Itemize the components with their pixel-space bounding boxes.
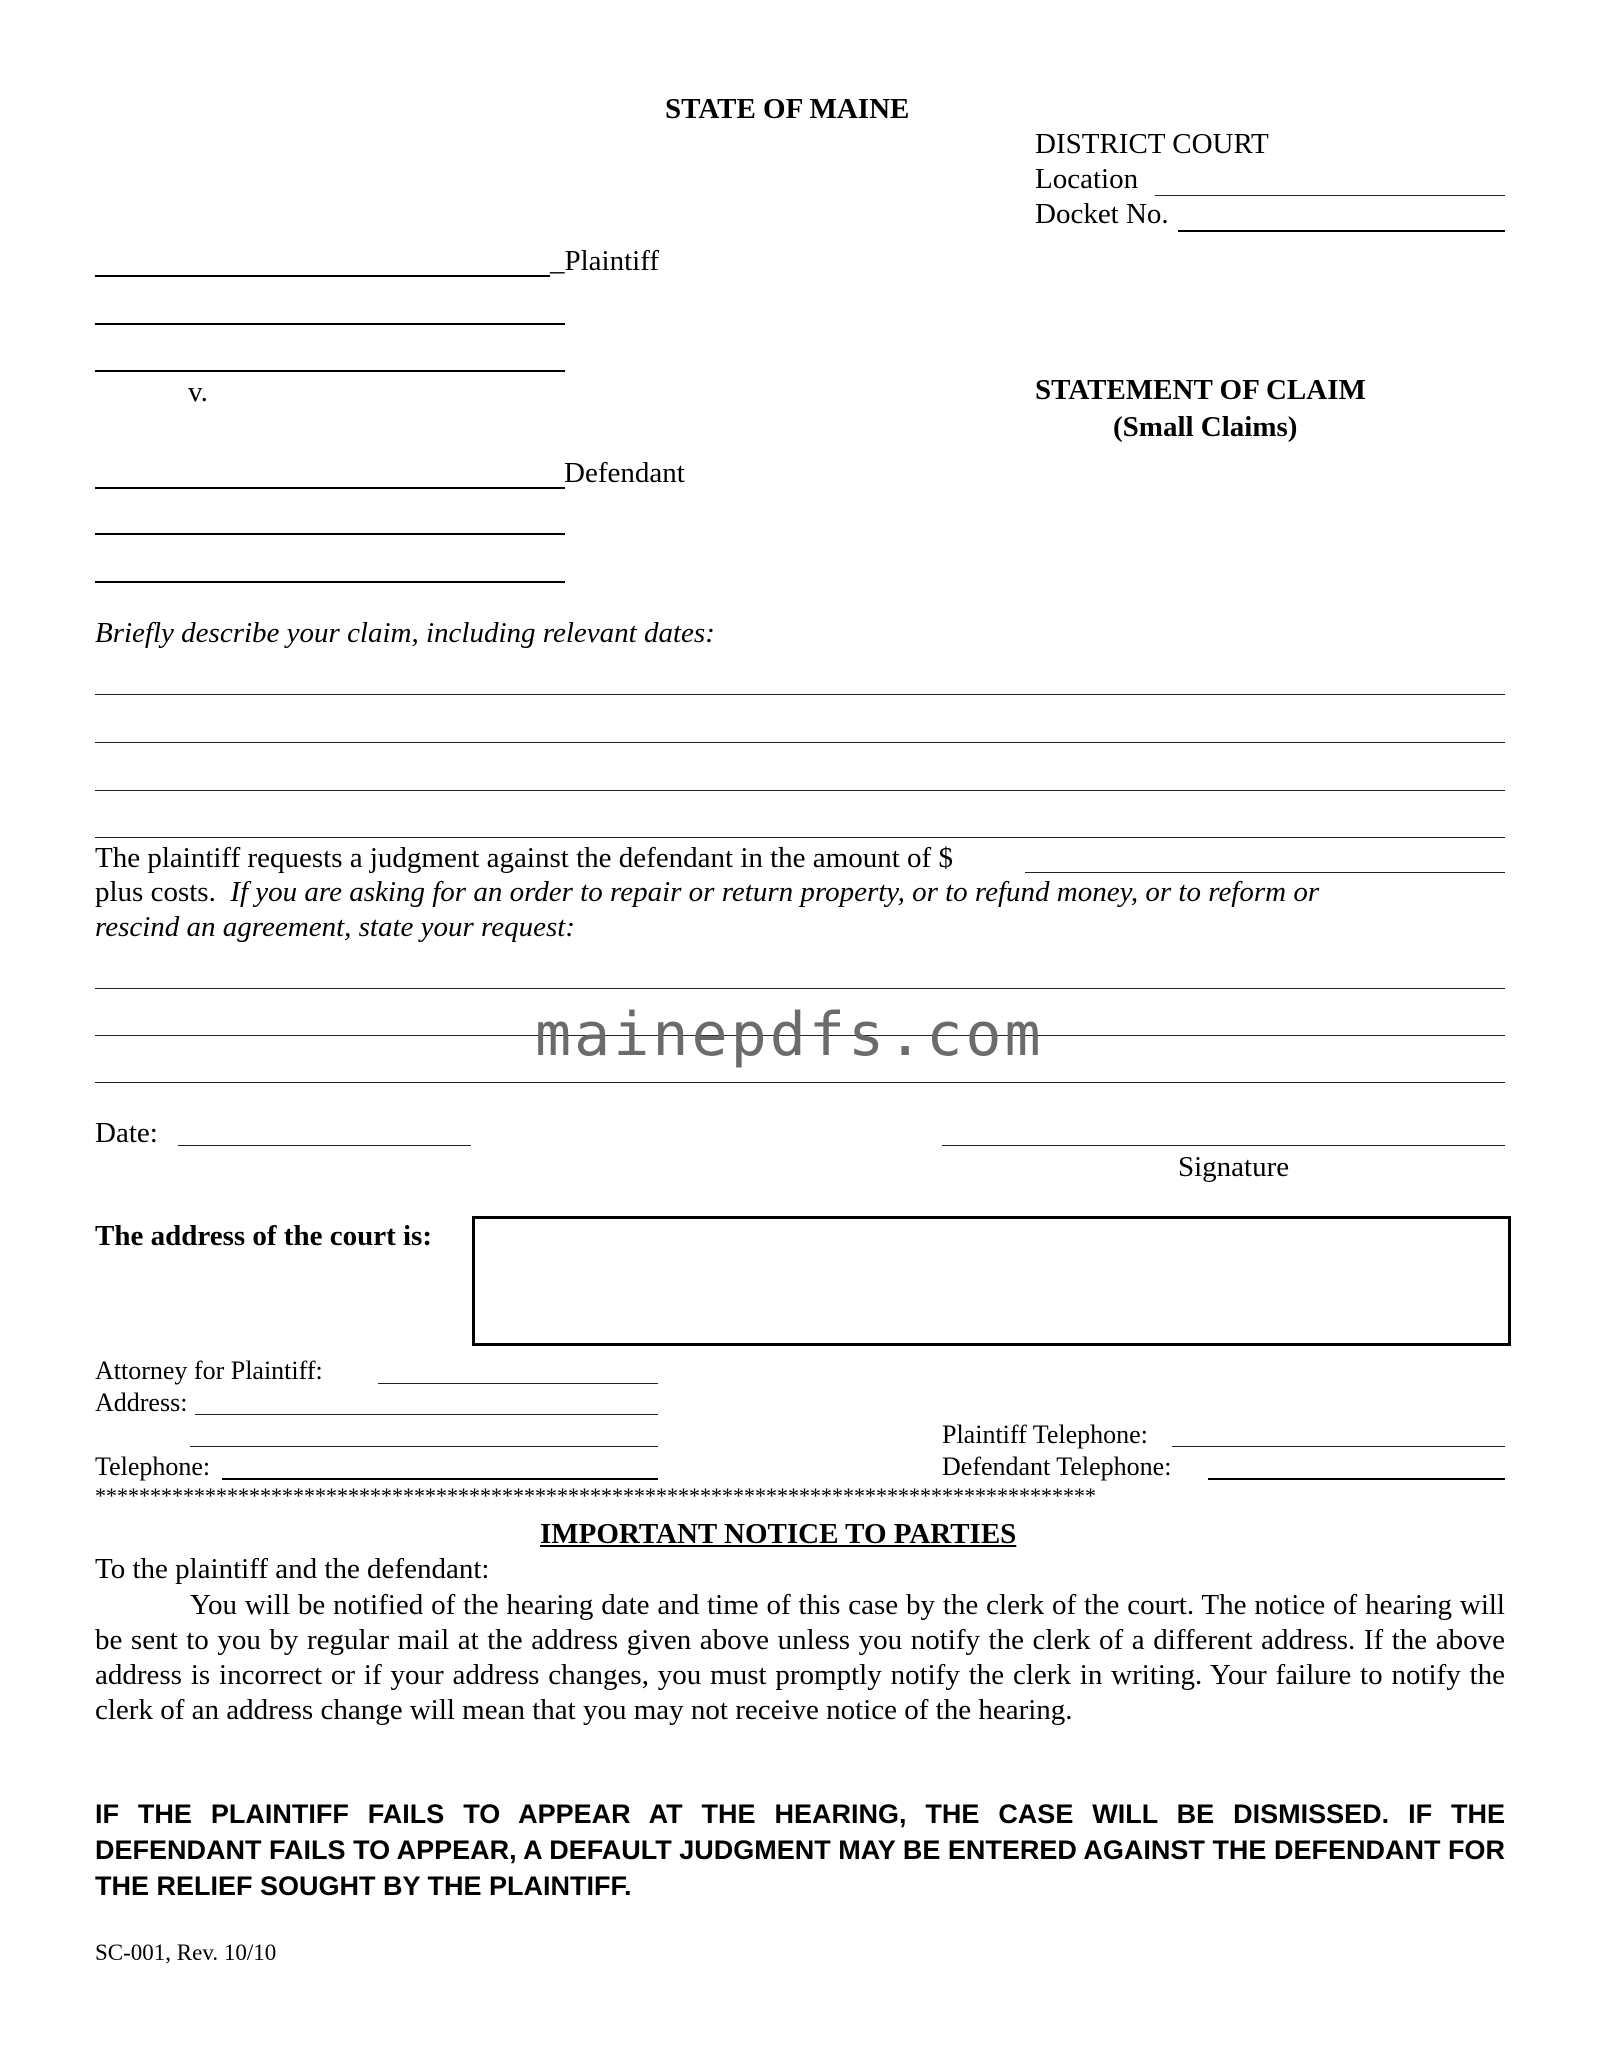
date-field[interactable] bbox=[178, 1145, 471, 1146]
judgment-amount-field[interactable] bbox=[1025, 872, 1505, 873]
plus-costs-text: plus costs. bbox=[95, 876, 216, 908]
docket-label: Docket No. bbox=[1035, 198, 1169, 230]
address-field-1[interactable] bbox=[195, 1414, 658, 1415]
defendant-telephone-label: Defendant Telephone: bbox=[942, 1452, 1172, 1481]
form-id: SC-001, Rev. 10/10 bbox=[95, 1940, 277, 1965]
notice-heading: IMPORTANT NOTICE TO PARTIES bbox=[540, 1518, 1017, 1550]
claim-description-line-4[interactable] bbox=[95, 837, 1505, 838]
form-subtitle: (Small Claims) bbox=[1113, 411, 1298, 443]
date-label: Date: bbox=[95, 1117, 158, 1149]
notice-salutation: To the plaintiff and the defendant: bbox=[95, 1553, 490, 1585]
notice-body: You will be notified of the hearing date and time of this case by the clerk of the court. The notice of hearing will be sent to you by regular mail at the address given above unless you notify the clerk of a different address. If the above address is incorrect or if your address changes, you must promptly notify the clerk in writing. Your failure to notify the clerk of an address change will mean that you may not receive notice of the hearing. bbox=[95, 1589, 1505, 1726]
state-heading: STATE OF MAINE bbox=[665, 93, 910, 125]
telephone-label: Telephone: bbox=[95, 1452, 211, 1481]
order-request-prompt-1: If you are asking for an order to repair or return property, or to refund money, or to reform or bbox=[230, 876, 1320, 908]
plaintiff-address-line-1[interactable] bbox=[95, 323, 565, 325]
claim-description-line-1[interactable] bbox=[95, 694, 1505, 695]
defendant-label: Defendant bbox=[564, 457, 685, 489]
versus-label: v. bbox=[188, 376, 208, 408]
watermark-text: mainepdfs.com bbox=[535, 1000, 1044, 1070]
plaintiff-telephone-label: Plaintiff Telephone: bbox=[942, 1420, 1148, 1449]
docket-field[interactable] bbox=[1178, 230, 1505, 232]
separator-stars: ******************************************************************************************* bbox=[95, 1483, 1096, 1508]
court-address-label: The address of the court is: bbox=[95, 1220, 432, 1252]
attorney-label: Attorney for Plaintiff: bbox=[95, 1356, 323, 1385]
notice-warning: IF THE PLAINTIFF FAILS TO APPEAR AT THE HEARING, THE CASE WILL BE DISMISSED. IF THE DEFENDANT FAILS TO APPEAR, A DEFAULT JUDGMENT MAY BE ENTERED AGAINST THE DEFENDANT FOR THE RELIEF SOUGHT BY THE PLAINTIFF. bbox=[95, 1799, 1505, 1901]
defendant-address-line-2[interactable] bbox=[95, 581, 565, 583]
form-title: STATEMENT OF CLAIM bbox=[1035, 374, 1366, 406]
defendant-telephone-field[interactable] bbox=[1208, 1478, 1505, 1480]
plaintiff-address-line-2[interactable] bbox=[95, 370, 565, 372]
defendant-name-field[interactable] bbox=[95, 487, 565, 489]
location-field[interactable] bbox=[1155, 195, 1505, 196]
defendant-address-line-1[interactable] bbox=[95, 533, 565, 535]
signature-label: Signature bbox=[1178, 1151, 1290, 1183]
claim-description-prompt: Briefly describe your claim, including relevant dates: bbox=[95, 617, 715, 649]
court-address-box[interactable] bbox=[472, 1216, 1511, 1346]
judgment-request-text: The plaintiff requests a judgment against the defendant in the amount of $ bbox=[95, 842, 953, 874]
attorney-field[interactable] bbox=[378, 1383, 658, 1384]
plaintiff-name-field[interactable] bbox=[95, 275, 550, 277]
order-request-prompt-2: rescind an agreement, state your request: bbox=[95, 911, 576, 943]
claim-description-line-3[interactable] bbox=[95, 790, 1505, 791]
order-request-line-1[interactable] bbox=[95, 988, 1505, 989]
plaintiff-telephone-field[interactable] bbox=[1172, 1446, 1505, 1447]
location-label: Location bbox=[1035, 163, 1139, 195]
plaintiff-label: _Plaintiff bbox=[550, 245, 660, 277]
signature-field[interactable] bbox=[942, 1145, 1505, 1146]
order-request-line-3[interactable] bbox=[95, 1082, 1505, 1083]
address-field-2[interactable] bbox=[190, 1446, 658, 1447]
address-label: Address: bbox=[95, 1388, 188, 1417]
telephone-field[interactable] bbox=[222, 1478, 658, 1480]
court-name: DISTRICT COURT bbox=[1035, 128, 1269, 160]
claim-description-line-2[interactable] bbox=[95, 742, 1505, 743]
